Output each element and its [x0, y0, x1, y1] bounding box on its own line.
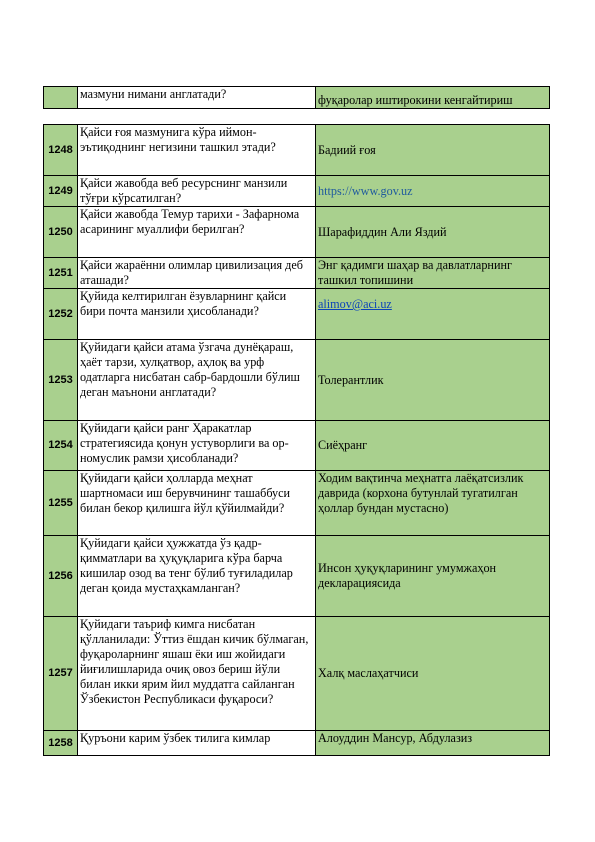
- answer-cell: Ходим вақтинча меҳнатга лаёқатсизлик даврида (корхона бутунлай тугатилган ҳоллар бундан мустасно): [316, 471, 550, 536]
- question-cell: Қайси жавобда веб ресурснинг манзили тўғри кўрсатилган?: [78, 176, 316, 207]
- answer-cell: Сиёҳранг: [316, 421, 550, 471]
- question-cell: Қуйидаги қайси ҳолларда меҳнат шартномаси иш берувчининг ташаббуси билан бекор қилишга йўл қўйилмайди?: [78, 471, 316, 536]
- table-row: [44, 289, 550, 340]
- table-row: [44, 258, 550, 289]
- answer-cell: Толерантлик: [316, 340, 550, 421]
- qa-table: [43, 124, 550, 756]
- question-cell: Қуйидаги таъриф кимга нисбатан қўлланилади: Ўттиз ёшдан кичик бўлмаган, фуқароларнинг яшаш ёки иш жойидаги йиғилишларида очиқ овоз бериш йўли билан икки ярим йил муддатга сайланган Ўзбекистон Республикаси фуқароси?: [78, 617, 316, 731]
- web-address-link[interactable]: https://www.gov.uz: [318, 183, 413, 198]
- row-number-cell: 1249: [44, 176, 78, 207]
- table-row: [44, 421, 550, 471]
- row-number-cell: [44, 87, 78, 109]
- question-cell: Қуръони карим ўзбек тилига кимлар: [78, 731, 316, 756]
- question-cell: Қуйида келтирилган ёзувларнинг қайси бири почта манзили ҳисобланади?: [78, 289, 316, 340]
- table-row: [44, 87, 550, 109]
- table-row: [44, 471, 550, 536]
- table-row: [44, 731, 550, 756]
- question-cell: Қуйидаги қайси ранг Ҳаракатлар стратегиясида қонун устуворлиги ва ор-номуслик рамзи ҳисобланади?: [78, 421, 316, 471]
- answer-cell: Энг қадимги шаҳар ва давлатларнинг ташкил топишини: [316, 258, 550, 289]
- answer-cell: Шарафиддин Али Яздий: [316, 207, 550, 258]
- question-cell: Қуйидаги қайси ҳужжатда ўз қадр-қимматлари ва ҳуқуқларига кўра барча кишилар озод ва тенг бўлиб туғиладилар деган қоида мустаҳкамланган?: [78, 536, 316, 617]
- answer-cell: Халқ маслаҳатчиси: [316, 617, 550, 731]
- question-cell: Қайси жараённи олимлар цивилизация деб аташади?: [78, 258, 316, 289]
- answer-cell: [316, 176, 550, 207]
- question-cell: Қайси ғоя мазмунига кўра иймон-эътиқоднинг негизини ташкил этади?: [78, 125, 316, 176]
- row-number-cell: 1248: [44, 125, 78, 176]
- table-row: [44, 340, 550, 421]
- row-number-cell: 1254: [44, 421, 78, 471]
- row-number-cell: 1250: [44, 207, 78, 258]
- table-row: [44, 536, 550, 617]
- table-row: [44, 125, 550, 176]
- qa-table-top: [43, 86, 550, 109]
- row-number-cell: 1258: [44, 731, 78, 756]
- email-link[interactable]: alimov@aci.uz: [318, 297, 392, 311]
- row-number-cell: 1251: [44, 258, 78, 289]
- table-row: [44, 617, 550, 731]
- table-row: [44, 207, 550, 258]
- answer-cell: фуқаролар иштирокини кенгайтириш: [316, 87, 550, 109]
- question-cell: Қайси жавобда Темур тарихи - Зафарнома асарининг муаллифи берилган?: [78, 207, 316, 258]
- row-number-cell: 1256: [44, 536, 78, 617]
- table-row: [44, 176, 550, 207]
- row-number-cell: 1253: [44, 340, 78, 421]
- answer-cell: Алоуддин Мансур, Абдулазиз: [316, 731, 550, 756]
- row-number-cell: 1255: [44, 471, 78, 536]
- question-cell: мазмуни нимани англатади?: [78, 87, 316, 109]
- answer-cell: [316, 289, 550, 340]
- question-cell: Қуйидаги қайси атама ўзгача дунёқараш, ҳаёт тарзи, хулқатвор, аҳлоқ ва урф одатларга нисбатан сабр-бардошли бўлиш деган маънони англатади?: [78, 340, 316, 421]
- answer-cell: Инсон ҳуқуқларининг умумжаҳон декларациясида: [316, 536, 550, 617]
- row-number-cell: 1252: [44, 289, 78, 340]
- row-number-cell: 1257: [44, 617, 78, 731]
- answer-cell: Бадиий ғоя: [316, 125, 550, 176]
